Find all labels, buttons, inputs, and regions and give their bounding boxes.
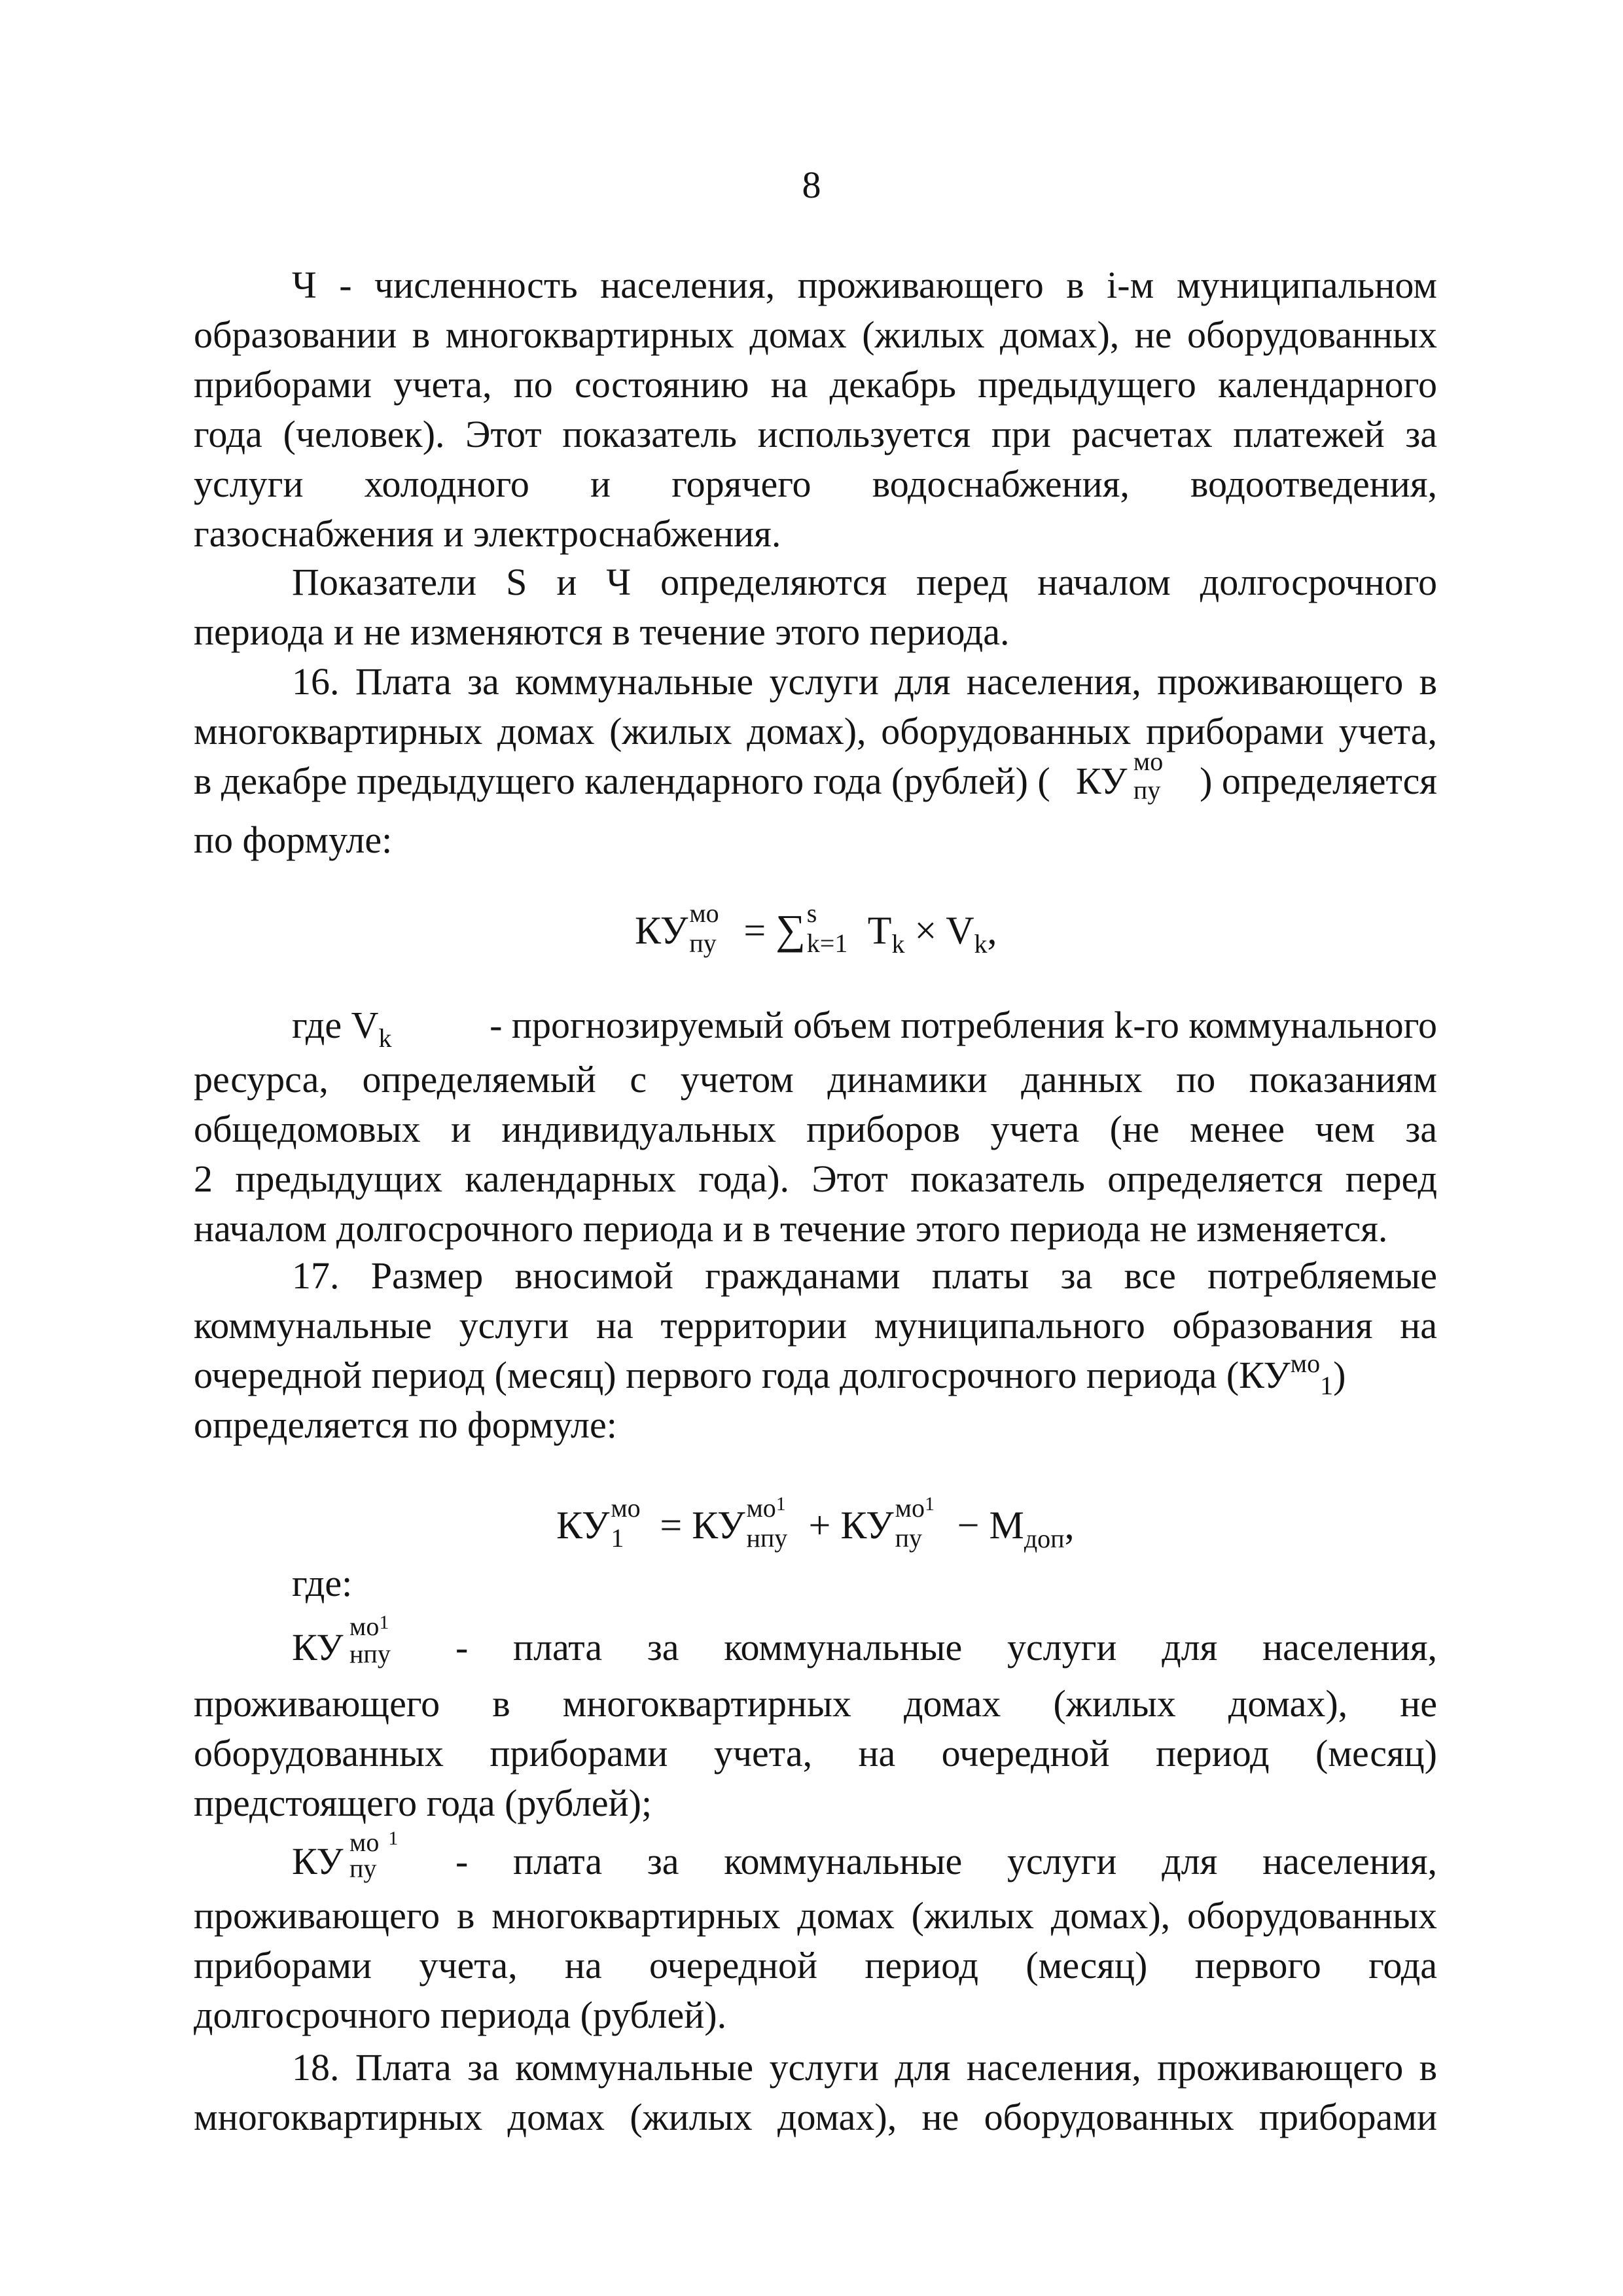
text-line: 18. Плата за коммунальные услуги для населения, проживающего в [292,2046,1437,2089]
formula-subscript: k [974,929,988,959]
text-fragment: где V [292,1004,379,1046]
text-line: по формуле: [194,819,393,861]
formula-punctuation: , [1064,1504,1075,1547]
formula-term: КУ [635,909,688,952]
formula-term: КУ [692,1504,745,1547]
sum-upper-limit: s [806,898,817,928]
formula-superscript [895,1495,935,1524]
symbol-superscript [349,1614,389,1642]
text-line: 17. Размер вносимой гражданами платы за все потребляемые [292,1254,1437,1297]
text-fragment: ) [1333,1354,1346,1396]
where-label-block [194,1559,1437,1608]
text-fragment: - плата за коммунальные услуги для населения, [455,1840,1437,1882]
formula-superscript-part: 1 [776,1493,786,1515]
formula-superscript [746,1495,785,1524]
text-line: газоснабжения и электроснабжения. [194,512,781,555]
symbol-superscript-part: 1 [379,1612,389,1633]
text-line: ресурса, определяемый с учетом динамики данных по показаниям [194,1058,1437,1101]
formula-subscript: k [891,929,905,959]
formula-superscript-part: 1 [924,1493,935,1515]
paragraph-item-18 [194,2043,1437,2142]
text-line: Показатели S и Ч определяются перед началом долгосрочного [292,561,1437,603]
paragraph-item-16 [194,657,1437,865]
formula-superscript-part: мо [895,1493,925,1523]
symbol-base: КУ [292,1626,344,1669]
text-fragment: очередной период (месяц) первого года долгосрочного периода (КУ [194,1354,1291,1396]
sum-symbol: ∑ [776,906,806,953]
definition-ku-pu [194,1828,1437,2040]
text-line-with-symbol [194,1351,1437,1400]
minus-sign: − [957,1504,980,1547]
text-line: периода и не изменяются в течение этого периода. [194,610,1010,653]
text-line: года (человек). Этот показатель используется при расчетах платежей за [194,413,1437,455]
ku-pu-symbol [1075,747,1174,806]
symbol-superscript-part: мо [349,1612,380,1641]
symbol-base: КУ [292,1840,344,1882]
text-line: образовании в многоквартирных домах (жилых домах), не оборудованных [194,313,1437,356]
equals-sign: = [743,909,766,952]
paragraph-population [194,260,1437,559]
text-line: предстоящего года (рублей); [194,1782,652,1824]
formula-subscript: 1 [611,1523,624,1553]
text-line: коммунальные услуги на территории муниципального образования на [194,1304,1437,1347]
text-line: проживающего в многоквартирных домах (жилых домах), не [194,1682,1437,1725]
formula-term: М [989,1504,1024,1547]
formula-superscript: мо [689,898,719,928]
text-line: услуги холодного и горячего водоснабжения, водоотведения, [194,463,1437,505]
formula-term: T [867,909,892,952]
text-line-with-symbol [194,996,1437,1055]
text-line: общедомовых и индивидуальных приборов учета (не менее чем за [194,1108,1437,1150]
paragraph-vk-definition [194,996,1437,1254]
ku-pu-symbol [292,1828,410,1891]
ku-npu-symbol [292,1612,410,1679]
formula-subscript: 1 [1320,1371,1334,1400]
text-line-with-symbol [194,747,1437,806]
formula-term: КУ [840,1504,894,1547]
text-fragment: ) определяется [1200,760,1437,802]
formula-superscript: мо [1290,1349,1321,1378]
text-line: долгосрочного периода (рублей). [194,1994,727,2036]
text-line: 16. Плата за коммунальные услуги для населения, проживающего в [292,660,1437,703]
text-line: 2 предыдущих календарных года). Этот показатель определяется перед [194,1157,1437,1200]
formula-subscript: пу [689,928,717,959]
symbol-base: КУ [1075,760,1128,802]
symbol-subscript: нпу [349,1639,391,1669]
text-line: приборами учета, на очередной период (месяц) первого года [194,1944,1437,1987]
formula-subscript: пу [895,1523,923,1553]
formula-term: КУ [556,1504,610,1547]
paragraph-item-17 [194,1251,1437,1450]
formula-subscript: нпу [746,1523,788,1553]
text-fragment [194,1351,1346,1400]
page-number: 8 [802,164,821,206]
symbol-subscript: пу [1133,775,1161,805]
plus-sign: + [808,1504,831,1547]
definition-first-line [194,1612,1437,1679]
symbol-superscript-part: мо [349,1828,380,1857]
equals-sign: = [660,1504,683,1547]
text-line: определяется по формуле: [194,1404,617,1446]
formula-punctuation: , [987,909,997,952]
formula-term: V [946,909,974,952]
formula-subscript: доп [1024,1524,1065,1553]
text-line: многоквартирных домах (жилых домах), не оборудованных приборами [194,2096,1437,2138]
sum-lower-limit: k=1 [806,928,848,959]
times-sign: × [914,909,937,952]
paragraph-indicators [194,557,1437,657]
formula-superscript: мо [611,1493,641,1523]
definition-ku-npu [194,1612,1437,1828]
text-line: проживающего в многоквартирных домах (жилых домах), оборудованных [194,1894,1437,1937]
text-fragment: в декабре предыдущего календарного года (рублей) ( [194,760,1050,802]
text-line: началом долгосрочного периода и в течение этого периода не изменяется. [194,1207,1388,1250]
text-fragment: - прогнозируемый объем потребления k-го коммунального [490,1004,1437,1046]
formula-ku-1 [556,1493,1075,1553]
symbol-superscript: мо [1133,747,1164,776]
formula-ku-pu [635,898,997,959]
text-line: оборудованных приборами учета, на очередной период (месяц) [194,1732,1437,1775]
text-fragment: - плата за коммунальные услуги для населения, [455,1626,1437,1669]
symbol-subscript: пу [349,1854,377,1883]
text-line: Ч - численность населения, проживающего в i-м муниципальном [292,264,1437,306]
definition-first-line [194,1828,1437,1891]
formula-subscript: k [378,1023,392,1053]
text-line: приборами учета, по состоянию на декабрь предыдущего календарного [194,363,1437,406]
text-line: многоквартирных домах (жилых домах), оборудованных приборами учета, [194,710,1437,752]
symbol-superscript-part: 1 [388,1828,399,1849]
text-fragment [292,996,392,1055]
formula-superscript-part: мо [746,1493,776,1523]
where-label: где: [292,1562,353,1604]
